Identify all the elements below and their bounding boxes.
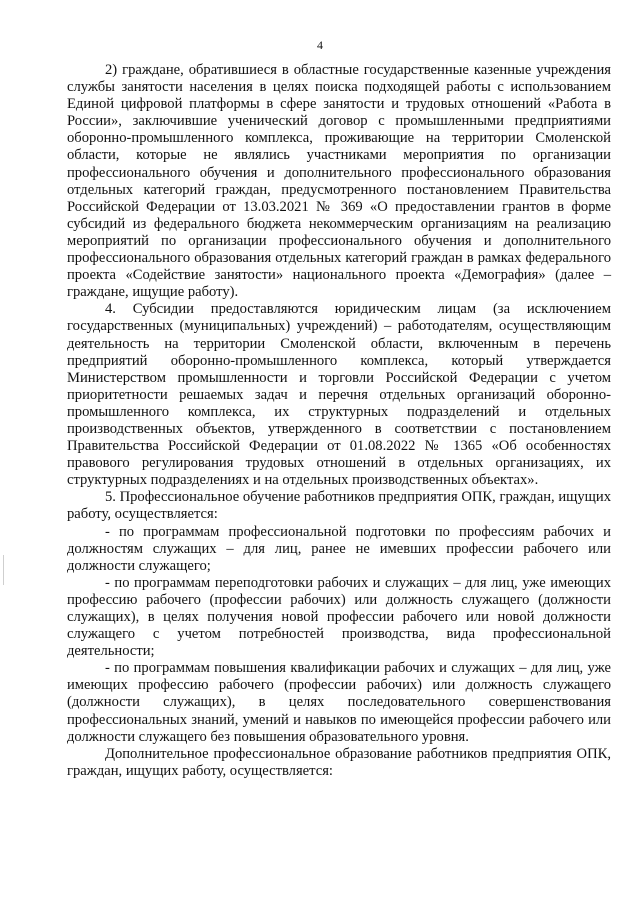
- page-number: 4: [317, 38, 323, 52]
- paragraph-5-professional-training: 5. Профессиональное обучение работников предприятия ОПК, граждан, ищущих работу, осуществляется:: [67, 489, 612, 523]
- list-item-training-programs: - по программам профессиональной подготовки по профессиям рабочих и должностям служащих – для лиц, ранее не имевших профессии рабочего или должности служащего;: [67, 523, 611, 574]
- paragraph-additional-education: Дополнительное профессиональное образование работников предприятия ОПК, граждан, ищущих работу, осуществляется:: [67, 745, 611, 779]
- list-item-qualification-programs: - по программам повышения квалификации рабочих и служащих – для лиц, уже имеющих профессию рабочего (профессии рабочих) или должность служащего (должности служащих), в целях последовательного совершенствования профессиональных знаний, умений и навыков по имеющейся профессии рабочего или должности служащего без повышения образовательного уровня.: [67, 660, 611, 745]
- document-body: [67, 62, 611, 780]
- paragraph-item-2-citizens: 2) граждане, обратившиеся в областные государственные казенные учреждения службы занятости населения в целях поиска подходящей работы с использованием Единой цифровой платформы в сфере занятости и трудовых отношений «Работа в России», заключившие ученический договор с промышленными предприятиями оборонно-промышленного комплекса, проживающие на территории Смоленской области, которые не являлись участниками мероприятия по организации профессионального обучения и дополнительного профессионального образования отдельных категорий граждан, предусмотренного постановлением Правительства Российской Федерации от 13.03.2021 № 369 «О предоставлении грантов в форме субсидий из федерального бюджета некоммерческим организациям на реализацию мероприятий по организации профессионального обучения и дополнительного профессионального образования отдельных категорий граждан в рамках федерального проекта «Содействие занятости» национального проекта «Демография» (далее – граждане, ищущие работу).: [67, 62, 611, 301]
- scan-edge-mark: [3, 555, 4, 585]
- paragraph-4-subsidies: 4. Субсидии предоставляются юридическим лицам (за исключением государственных (муниципальных) учреждений) – работодателям, осуществляющим деятельность на территории Смоленской области, включенным в перечень предприятий оборонно-промышленного комплекса, который утверждается Министерством промышленности и торговли Российской Федерации с учетом приоритетности решаемых задач и перечня отдельных организаций оборонно-промышленного комплекса, их структурных подразделений и отдельных производственных объектов, утвержденного в соответствии с постановлением Правительства Российской Федерации от 01.08.2022 № 1365 «Об особенностях правового регулирования трудовых отношений в отдельных организациях, их структурных подразделениях и на отдельных производственных объектах».: [67, 301, 611, 489]
- list-item-retraining-programs: - по программам переподготовки рабочих и служащих – для лиц, уже имеющих профессию рабочего (профессии рабочих) или должность служащего (должности служащих), в целях получения новой профессии рабочего или новой должности служащего с учетом потребностей производства, вида профессиональной деятельности;: [67, 574, 611, 660]
